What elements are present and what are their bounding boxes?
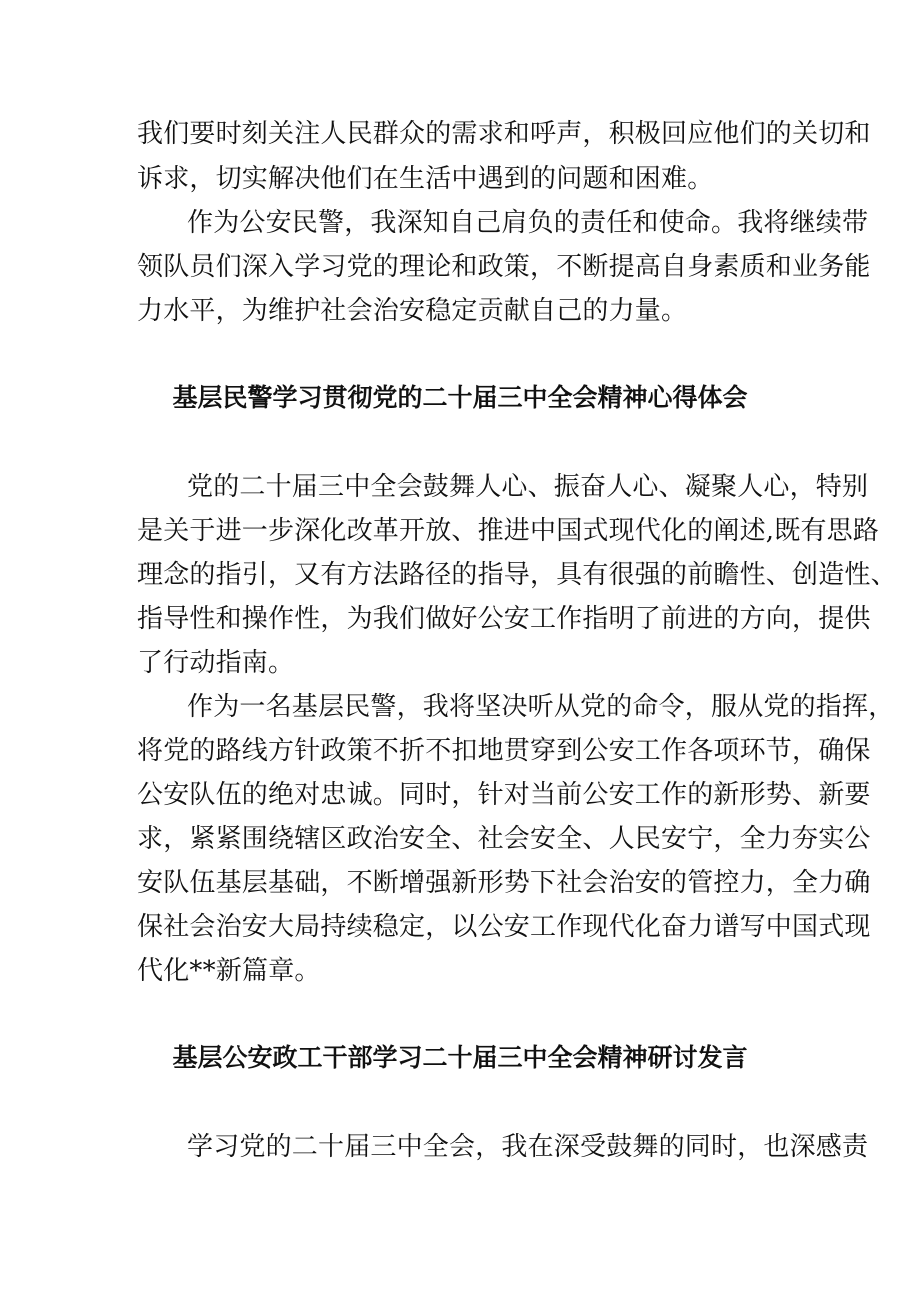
- paragraph-line: 指导性和操作性，为我们做好公安工作指明了前进的方向，提供: [137, 604, 871, 634]
- paragraph-line: 作为一名基层民警，我将坚决听从党的命令，服从党的指挥，: [187, 692, 895, 722]
- paragraph-line: 理念的指引，又有方法路径的指导，具有很强的前瞻性、创造性、: [137, 560, 897, 590]
- section-heading: 基层民警学习贯彻党的二十届三中全会精神心得体会: [172, 383, 748, 412]
- paragraph-line: 安队伍基层基础，不断增强新形势下社会治安的管控力，全力确: [137, 868, 871, 898]
- paragraph-line: 了行动指南。: [137, 648, 295, 678]
- paragraph-line: 将党的路线方针政策不折不扣地贯穿到公安工作各项环节，确保: [137, 736, 871, 766]
- paragraph-line: 力水平，为维护社会治安稳定贡献自己的力量。: [137, 296, 688, 326]
- paragraph-line: 求，紧紧围绕辖区政治安全、社会安全、人民安宁，全力夯实公: [137, 824, 871, 854]
- paragraph-line: 作为公安民警，我深知自己肩负的责任和使命。我将继续带: [187, 208, 869, 238]
- paragraph-line: 代化**新篇章。: [137, 956, 321, 986]
- paragraph-line: 是关于进一步深化改革开放、推进中国式现代化的阐述,既有思路: [137, 516, 880, 546]
- paragraph-line: 保社会治安大局持续稳定，以公安工作现代化奋力谱写中国式现: [137, 912, 871, 942]
- paragraph-line: 我们要时刻关注人民群众的需求和呼声，积极回应他们的关切和: [137, 119, 871, 149]
- paragraph-line: 学习党的二十届三中全会，我在深受鼓舞的同时，也深感责: [187, 1132, 869, 1162]
- paragraph-line: 诉求，切实解决他们在生活中遇到的问题和困难。: [137, 164, 714, 194]
- paragraph-line: 公安队伍的绝对忠诚。同时，针对当前公安工作的新形势、新要: [137, 780, 871, 810]
- paragraph-line: 领队员们深入学习党的理论和政策，不断提高自身素质和业务能: [137, 252, 871, 282]
- section-heading: 基层公安政工干部学习二十届三中全会精神研讨发言: [172, 1043, 748, 1072]
- paragraph-line: 党的二十届三中全会鼓舞人心、振奋人心、凝聚人心，特别: [187, 472, 869, 502]
